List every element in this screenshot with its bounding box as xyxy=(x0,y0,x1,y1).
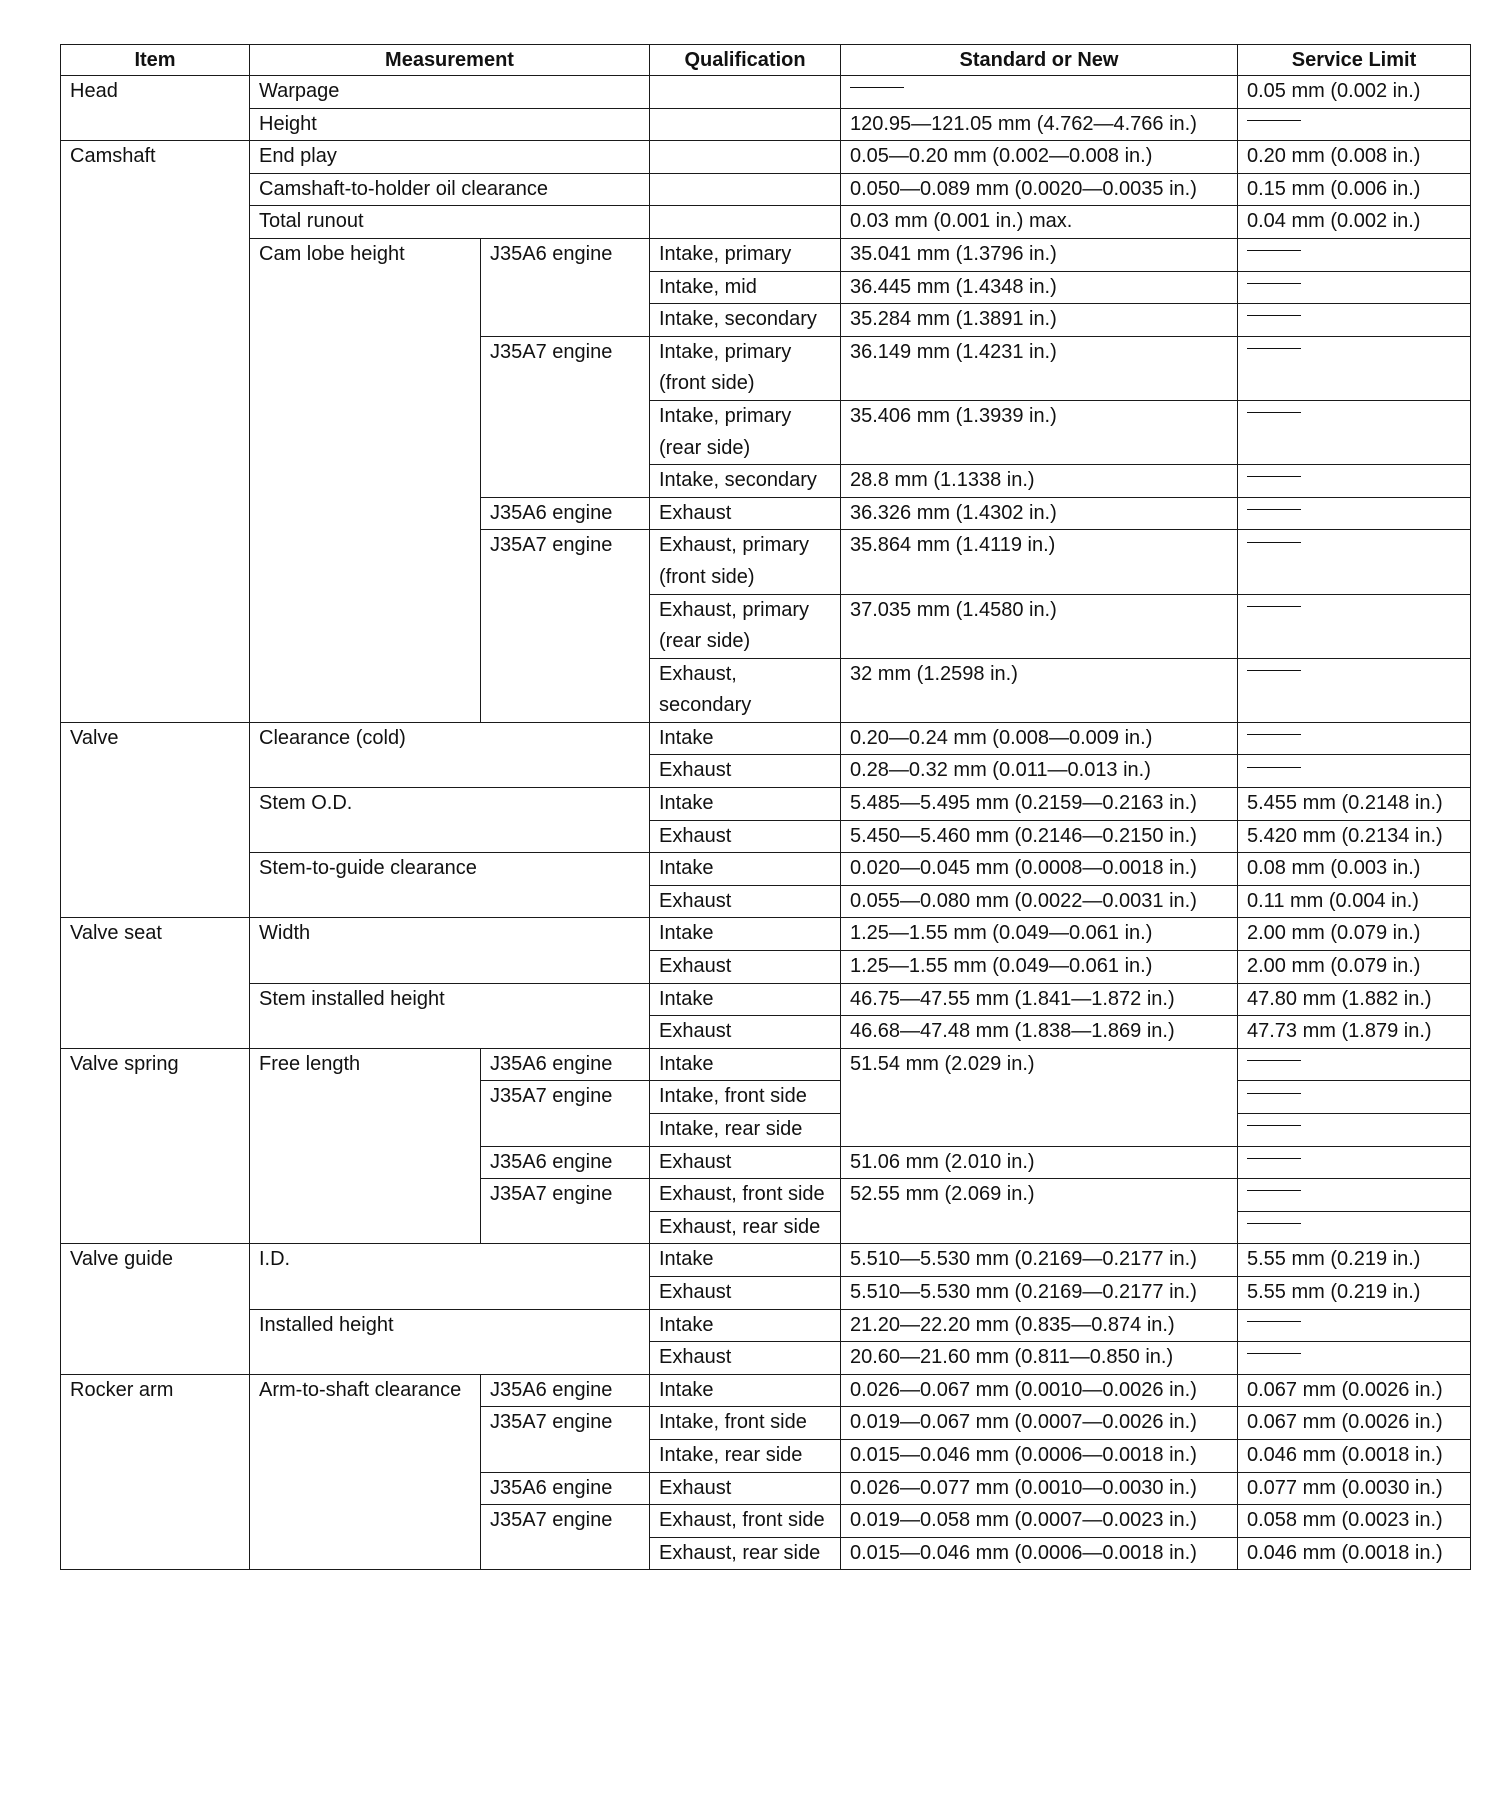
qualification-cell: Intake xyxy=(650,1244,841,1277)
table-row xyxy=(61,788,1471,821)
limit-cell xyxy=(1238,465,1471,498)
limit-cell xyxy=(1238,400,1471,464)
not-applicable-dash xyxy=(1247,1223,1301,1224)
table-row xyxy=(61,238,1471,271)
measurement-cell: Stem-to-guide clearance xyxy=(250,853,650,918)
standard-cell: 46.68—47.48 mm (1.838—1.869 in.) xyxy=(841,1016,1238,1049)
not-applicable-dash xyxy=(1247,120,1301,121)
standard-cell: 120.95—121.05 mm (4.762—4.766 in.) xyxy=(841,108,1238,141)
standard-cell: 36.149 mm (1.4231 in.) xyxy=(841,336,1238,400)
engine-cell: J35A6 engine xyxy=(481,1048,650,1081)
item-cell: Head xyxy=(61,76,250,141)
table-row xyxy=(61,1244,1471,1277)
header-qualification: Qualification xyxy=(650,45,841,76)
limit-cell: 5.420 mm (0.2134 in.) xyxy=(1238,820,1471,853)
qualification-cell: Exhaust, rear side xyxy=(650,1211,841,1244)
qualification-cell xyxy=(650,141,841,174)
standard-cell: 5.510—5.530 mm (0.2169—0.2177 in.) xyxy=(841,1276,1238,1309)
limit-cell: 5.455 mm (0.2148 in.) xyxy=(1238,788,1471,821)
limit-cell: 0.15 mm (0.006 in.) xyxy=(1238,173,1471,206)
item-cell: Valve guide xyxy=(61,1244,250,1374)
limit-cell xyxy=(1238,497,1471,530)
table-row xyxy=(61,1048,1471,1081)
not-applicable-dash xyxy=(1247,509,1301,510)
standard-cell: 20.60—21.60 mm (0.811—0.850 in.) xyxy=(841,1342,1238,1375)
standard-cell: 0.015—0.046 mm (0.0006—0.0018 in.) xyxy=(841,1537,1238,1570)
qualification-cell: Exhaust, primary (rear side) xyxy=(650,594,841,658)
not-applicable-dash xyxy=(1247,670,1301,671)
limit-cell xyxy=(1238,1211,1471,1244)
not-applicable-dash xyxy=(1247,1190,1301,1191)
limit-cell: 0.058 mm (0.0023 in.) xyxy=(1238,1505,1471,1538)
limit-cell: 0.077 mm (0.0030 in.) xyxy=(1238,1472,1471,1505)
limit-cell: 0.08 mm (0.003 in.) xyxy=(1238,853,1471,886)
not-applicable-dash xyxy=(1247,348,1301,349)
engine-cell: J35A7 engine xyxy=(481,336,650,497)
not-applicable-dash xyxy=(1247,283,1301,284)
header-service-limit: Service Limit xyxy=(1238,45,1471,76)
item-cell: Valve xyxy=(61,722,250,918)
standard-cell: 0.019—0.058 mm (0.0007—0.0023 in.) xyxy=(841,1505,1238,1538)
item-cell: Valve spring xyxy=(61,1048,250,1244)
standard-cell: 51.54 mm (2.029 in.) xyxy=(841,1048,1238,1146)
not-applicable-dash xyxy=(1247,606,1301,607)
standard-cell: 0.026—0.067 mm (0.0010—0.0026 in.) xyxy=(841,1374,1238,1407)
limit-cell xyxy=(1238,1048,1471,1081)
qualification-cell: Intake, front side xyxy=(650,1407,841,1440)
table-row xyxy=(61,76,1471,109)
qualification-cell: Intake xyxy=(650,918,841,951)
engine-cell: J35A6 engine xyxy=(481,238,650,336)
engine-cell: J35A7 engine xyxy=(481,1407,650,1472)
table-row xyxy=(61,1309,1471,1342)
header-row xyxy=(61,45,1471,76)
table-row xyxy=(61,853,1471,886)
qualification-cell: Exhaust, front side xyxy=(650,1505,841,1538)
engine-cell: J35A6 engine xyxy=(481,1146,650,1179)
not-applicable-dash xyxy=(1247,1158,1301,1159)
qualification-cell: Intake, secondary xyxy=(650,304,841,337)
limit-cell xyxy=(1238,658,1471,722)
not-applicable-dash xyxy=(1247,1060,1301,1061)
qualification-cell: Exhaust xyxy=(650,1016,841,1049)
not-applicable-dash xyxy=(1247,1353,1301,1354)
item-cell: Camshaft xyxy=(61,141,250,723)
qualification-cell: Intake xyxy=(650,853,841,886)
qualification-cell: Intake xyxy=(650,722,841,755)
engine-cell: J35A7 engine xyxy=(481,1505,650,1570)
engine-cell: J35A6 engine xyxy=(481,497,650,530)
qualification-cell: Exhaust xyxy=(650,820,841,853)
standard-cell: 51.06 mm (2.010 in.) xyxy=(841,1146,1238,1179)
qualification-cell xyxy=(650,206,841,239)
limit-cell: 5.55 mm (0.219 in.) xyxy=(1238,1244,1471,1277)
measurement-cell: Total runout xyxy=(250,206,650,239)
not-applicable-dash xyxy=(1247,1321,1301,1322)
qualification-cell xyxy=(650,108,841,141)
limit-cell: 0.05 mm (0.002 in.) xyxy=(1238,76,1471,109)
not-applicable-dash xyxy=(1247,412,1301,413)
limit-cell xyxy=(1238,238,1471,271)
standard-cell: 35.284 mm (1.3891 in.) xyxy=(841,304,1238,337)
table-row xyxy=(61,918,1471,951)
table-row xyxy=(61,983,1471,1016)
standard-cell: 0.05—0.20 mm (0.002—0.008 in.) xyxy=(841,141,1238,174)
qualification-cell: Intake, rear side xyxy=(650,1114,841,1147)
limit-cell: 0.067 mm (0.0026 in.) xyxy=(1238,1374,1471,1407)
standard-cell: 0.015—0.046 mm (0.0006—0.0018 in.) xyxy=(841,1439,1238,1472)
qualification-cell: Exhaust xyxy=(650,497,841,530)
limit-cell: 0.11 mm (0.004 in.) xyxy=(1238,885,1471,918)
standard-cell: 0.20—0.24 mm (0.008—0.009 in.) xyxy=(841,722,1238,755)
measurement-cell: Cam lobe height xyxy=(250,238,481,722)
standard-cell: 46.75—47.55 mm (1.841—1.872 in.) xyxy=(841,983,1238,1016)
measurement-cell: Installed height xyxy=(250,1309,650,1374)
qualification-cell: Intake, mid xyxy=(650,271,841,304)
header-measurement: Measurement xyxy=(250,45,650,76)
limit-cell xyxy=(1238,336,1471,400)
qualification-cell: Intake xyxy=(650,1374,841,1407)
standard-cell: 35.406 mm (1.3939 in.) xyxy=(841,400,1238,464)
limit-cell: 47.73 mm (1.879 in.) xyxy=(1238,1016,1471,1049)
standard-cell: 21.20—22.20 mm (0.835—0.874 in.) xyxy=(841,1309,1238,1342)
qualification-cell: Exhaust, rear side xyxy=(650,1537,841,1570)
table-row xyxy=(61,1374,1471,1407)
not-applicable-dash xyxy=(850,87,904,88)
limit-cell: 5.55 mm (0.219 in.) xyxy=(1238,1276,1471,1309)
measurement-cell: Warpage xyxy=(250,76,650,109)
standard-cell: 0.050—0.089 mm (0.0020—0.0035 in.) xyxy=(841,173,1238,206)
limit-cell xyxy=(1238,1342,1471,1375)
measurement-cell: Arm-to-shaft clearance xyxy=(250,1374,481,1570)
standard-cell: 0.019—0.067 mm (0.0007—0.0026 in.) xyxy=(841,1407,1238,1440)
measurement-cell: Camshaft-to-holder oil clearance xyxy=(250,173,650,206)
engine-cell: J35A6 engine xyxy=(481,1472,650,1505)
measurement-cell: Width xyxy=(250,918,650,983)
qualification-cell: Exhaust, front side xyxy=(650,1179,841,1212)
qualification-cell: Exhaust xyxy=(650,1146,841,1179)
measurement-cell: Free length xyxy=(250,1048,481,1244)
limit-cell xyxy=(1238,271,1471,304)
standard-cell: 5.510—5.530 mm (0.2169—0.2177 in.) xyxy=(841,1244,1238,1277)
engine-cell: J35A7 engine xyxy=(481,1179,650,1244)
standard-cell: 0.28—0.32 mm (0.011—0.013 in.) xyxy=(841,755,1238,788)
item-cell: Rocker arm xyxy=(61,1374,250,1570)
standard-cell: 35.041 mm (1.3796 in.) xyxy=(841,238,1238,271)
limit-cell: 0.046 mm (0.0018 in.) xyxy=(1238,1537,1471,1570)
standard-cell: 0.020—0.045 mm (0.0008—0.0018 in.) xyxy=(841,853,1238,886)
limit-cell: 0.046 mm (0.0018 in.) xyxy=(1238,1439,1471,1472)
qualification-cell: Intake, primary xyxy=(650,238,841,271)
standard-cell: 1.25—1.55 mm (0.049—0.061 in.) xyxy=(841,918,1238,951)
table-row xyxy=(61,722,1471,755)
limit-cell: 0.04 mm (0.002 in.) xyxy=(1238,206,1471,239)
not-applicable-dash xyxy=(1247,476,1301,477)
limit-cell xyxy=(1238,108,1471,141)
qualification-cell: Intake xyxy=(650,1309,841,1342)
qualification-cell: Intake, front side xyxy=(650,1081,841,1114)
qualification-cell: Exhaust xyxy=(650,755,841,788)
measurement-cell: End play xyxy=(250,141,650,174)
standard-cell: 32 mm (1.2598 in.) xyxy=(841,658,1238,722)
header-standard: Standard or New xyxy=(841,45,1238,76)
qualification-cell: Intake, rear side xyxy=(650,1439,841,1472)
qualification-cell: Exhaust xyxy=(650,1472,841,1505)
limit-cell xyxy=(1238,1179,1471,1212)
table-row xyxy=(61,141,1471,174)
standard-cell: 37.035 mm (1.4580 in.) xyxy=(841,594,1238,658)
header-item: Item xyxy=(61,45,250,76)
qualification-cell xyxy=(650,173,841,206)
limit-cell xyxy=(1238,594,1471,658)
limit-cell xyxy=(1238,1309,1471,1342)
standard-cell: 36.326 mm (1.4302 in.) xyxy=(841,497,1238,530)
limit-cell xyxy=(1238,1081,1471,1114)
qualification-cell: Intake xyxy=(650,983,841,1016)
qualification-cell: Intake, secondary xyxy=(650,465,841,498)
qualification-cell: Intake xyxy=(650,788,841,821)
limit-cell xyxy=(1238,1146,1471,1179)
standard-cell: 1.25—1.55 mm (0.049—0.061 in.) xyxy=(841,951,1238,984)
limit-cell xyxy=(1238,722,1471,755)
standard-cell xyxy=(841,76,1238,109)
qualification-cell: Intake, primary (front side) xyxy=(650,336,841,400)
not-applicable-dash xyxy=(1247,542,1301,543)
limit-cell: 2.00 mm (0.079 in.) xyxy=(1238,918,1471,951)
qualification-cell: Exhaust xyxy=(650,1342,841,1375)
measurement-cell: Height xyxy=(250,108,650,141)
limit-cell xyxy=(1238,530,1471,594)
standard-cell: 0.026—0.077 mm (0.0010—0.0030 in.) xyxy=(841,1472,1238,1505)
limit-cell: 47.80 mm (1.882 in.) xyxy=(1238,983,1471,1016)
measurement-cell: Stem installed height xyxy=(250,983,650,1048)
limit-cell xyxy=(1238,1114,1471,1147)
engine-cell: J35A7 engine xyxy=(481,1081,650,1146)
engine-cell: J35A6 engine xyxy=(481,1374,650,1407)
standard-cell: 36.445 mm (1.4348 in.) xyxy=(841,271,1238,304)
qualification-cell: Exhaust, primary (front side) xyxy=(650,530,841,594)
limit-cell xyxy=(1238,755,1471,788)
table-row xyxy=(61,173,1471,206)
qualification-cell: Intake xyxy=(650,1048,841,1081)
limit-cell: 2.00 mm (0.079 in.) xyxy=(1238,951,1471,984)
measurement-cell: I.D. xyxy=(250,1244,650,1309)
qualification-cell: Exhaust xyxy=(650,885,841,918)
limit-cell: 0.20 mm (0.008 in.) xyxy=(1238,141,1471,174)
standard-cell: 0.055—0.080 mm (0.0022—0.0031 in.) xyxy=(841,885,1238,918)
not-applicable-dash xyxy=(1247,315,1301,316)
qualification-cell: Exhaust xyxy=(650,951,841,984)
table-row xyxy=(61,108,1471,141)
standard-cell: 5.485—5.495 mm (0.2159—0.2163 in.) xyxy=(841,788,1238,821)
standard-cell: 52.55 mm (2.069 in.) xyxy=(841,1179,1238,1244)
standard-cell: 0.03 mm (0.001 in.) max. xyxy=(841,206,1238,239)
not-applicable-dash xyxy=(1247,1125,1301,1126)
not-applicable-dash xyxy=(1247,734,1301,735)
item-cell: Valve seat xyxy=(61,918,250,1048)
standard-cell: 5.450—5.460 mm (0.2146—0.2150 in.) xyxy=(841,820,1238,853)
standard-cell: 35.864 mm (1.4119 in.) xyxy=(841,530,1238,594)
standard-cell: 28.8 mm (1.1338 in.) xyxy=(841,465,1238,498)
not-applicable-dash xyxy=(1247,767,1301,768)
specifications-table xyxy=(60,44,1471,1570)
qualification-cell xyxy=(650,76,841,109)
qualification-cell: Intake, primary (rear side) xyxy=(650,400,841,464)
engine-cell: J35A7 engine xyxy=(481,530,650,723)
limit-cell: 0.067 mm (0.0026 in.) xyxy=(1238,1407,1471,1440)
not-applicable-dash xyxy=(1247,1093,1301,1094)
table-row xyxy=(61,206,1471,239)
qualification-cell: Exhaust xyxy=(650,1276,841,1309)
limit-cell xyxy=(1238,304,1471,337)
qualification-cell: Exhaust, secondary xyxy=(650,658,841,722)
measurement-cell: Clearance (cold) xyxy=(250,722,650,787)
not-applicable-dash xyxy=(1247,250,1301,251)
measurement-cell: Stem O.D. xyxy=(250,788,650,853)
